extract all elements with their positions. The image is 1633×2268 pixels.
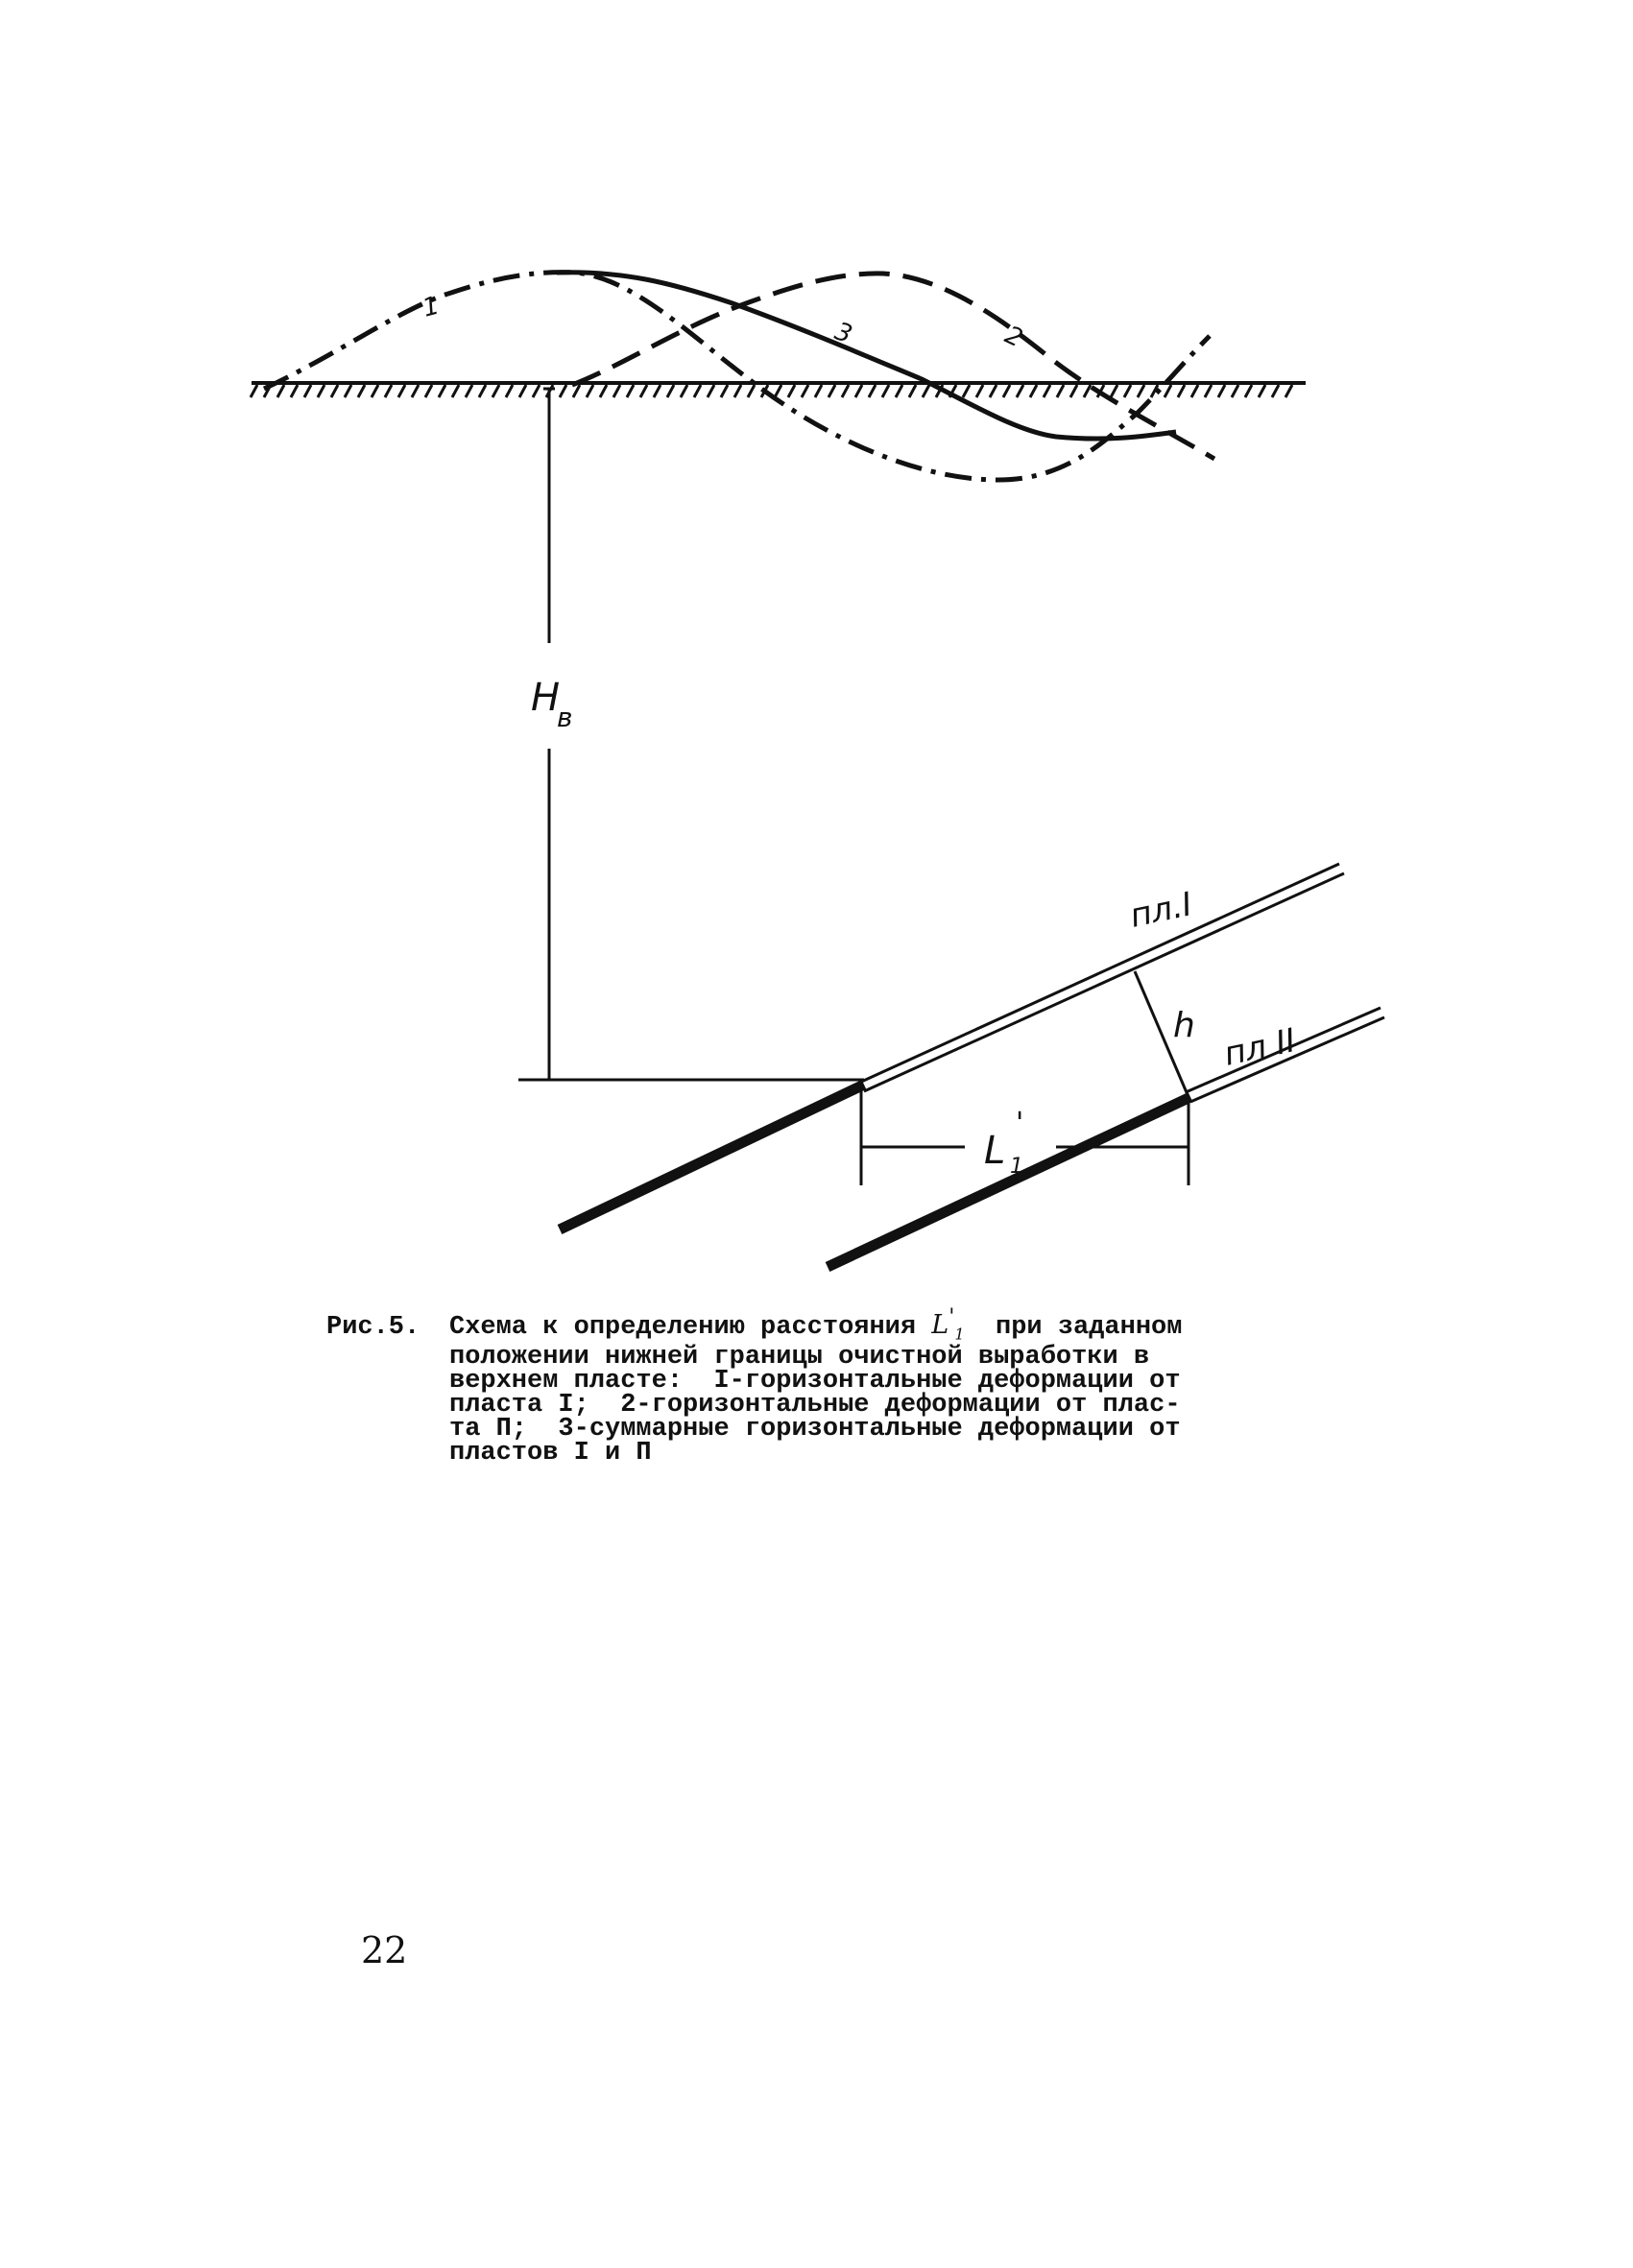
ground-hatch-mark [654, 385, 660, 397]
curve-2-label: 2 [1000, 321, 1027, 354]
ground-hatch-mark [358, 385, 365, 397]
ground-hatch-mark [667, 385, 674, 397]
caption-line-5: та П; 3-суммарные горизонтальные деформации от [449, 1415, 1181, 1444]
ground-hatch-mark [587, 385, 593, 397]
ground-hatch-mark [1205, 385, 1212, 397]
ground-hatch-mark [1084, 385, 1091, 397]
caption-line-2: положении нижней границы очистной выработки в [449, 1343, 1150, 1373]
ground-hatch-mark [1232, 385, 1238, 397]
ground-hatch-mark [425, 385, 432, 397]
caption-line-4: пласта I; 2-горизонтальные деформации от плас- [449, 1391, 1181, 1420]
ground-hatch-mark [506, 385, 513, 397]
ground-hatch-mark [398, 385, 405, 397]
ground-hatch-mark [385, 385, 392, 397]
ground-hatch-mark [1165, 385, 1171, 397]
ground-hatch-mark [1030, 385, 1037, 397]
ground-hatch-mark [909, 385, 916, 397]
ground-hatch-mark [452, 385, 459, 397]
depth-label: H [531, 676, 561, 720]
curve-3-line [557, 273, 1176, 439]
ground-hatch-mark [1285, 385, 1292, 397]
caption-line-6: пластов I и П [449, 1439, 652, 1468]
ground-hatch-mark [788, 385, 795, 397]
ground-hatch-mark [251, 385, 257, 397]
ground-hatch-mark [331, 385, 338, 397]
ground-hatch-mark [842, 385, 849, 397]
distance-label: L [984, 1129, 1006, 1173]
ground-hatch-mark [412, 385, 419, 397]
ground-hatch-mark [708, 385, 714, 397]
ground-hatch-mark [869, 385, 876, 397]
ground-hatch-mark [479, 385, 486, 397]
caption-line-3: верхнем пласте: I-горизонтальные деформации от [449, 1367, 1181, 1397]
ground-hatch-mark [775, 385, 781, 397]
curve-1-label: 1 [420, 291, 443, 323]
ground-hatch-mark [1057, 385, 1064, 397]
ground-hatch-mark [1070, 385, 1077, 397]
ground-hatch-mark [1178, 385, 1185, 397]
caption-symbol-sub: 1 [954, 1325, 965, 1344]
ground-hatch-mark [681, 385, 687, 397]
page-number: 22 [361, 1929, 408, 1971]
ground-hatch-mark [976, 385, 983, 397]
distance-label-superscript: ' [1016, 1107, 1024, 1140]
depth-label-subscript: в [557, 702, 573, 733]
ground-hatch-mark [1259, 385, 1265, 397]
ground-hatch-mark [277, 385, 284, 397]
seam-1-mined [560, 1085, 864, 1229]
ground-hatch-mark [466, 385, 472, 397]
ground-hatch-mark [1044, 385, 1050, 397]
ground-hatch-mark [855, 385, 862, 397]
ground-hatch-mark [923, 385, 929, 397]
ground-hatch-mark [1111, 385, 1117, 397]
ground-hatch-mark [533, 385, 540, 397]
ground-hatch-mark [1245, 385, 1252, 397]
ground-hatch-mark [1017, 385, 1023, 397]
ground-hatch-mark [1191, 385, 1198, 397]
ground-hatch-mark [573, 385, 580, 397]
ground-hatch-mark [600, 385, 607, 397]
ground-hatch-mark [345, 385, 351, 397]
ground-hatch-mark [694, 385, 701, 397]
caption-line-1-symbol [931, 1304, 965, 1344]
ground-hatch-mark [721, 385, 728, 397]
curve-3-label: 3 [830, 317, 856, 350]
ground-hatch-mark [627, 385, 634, 397]
caption-line-1 [326, 1305, 1306, 1346]
ground-hatch-mark [1272, 385, 1279, 397]
ground-hatch-mark [519, 385, 526, 397]
ground-hatch-mark [439, 385, 445, 397]
ground-hatch-mark [1003, 385, 1010, 397]
ground-hatch-mark [492, 385, 499, 397]
caption-line-1-text-a: Схема к определению расстояния [449, 1313, 932, 1342]
seam-2-label: пл II [1220, 1021, 1300, 1074]
ground-hatch-mark [963, 385, 970, 397]
ground-hatch-mark [896, 385, 902, 397]
ground-hatch-mark [1218, 385, 1225, 397]
ground-hatch-mark [829, 385, 835, 397]
ground-hatch-mark [1124, 385, 1131, 397]
ground-hatch-mark [734, 385, 741, 397]
ground-hatch-mark [1138, 385, 1144, 397]
caption-prefix: Рис.5. [326, 1313, 420, 1342]
ground-hatch-mark [560, 385, 566, 397]
ground-hatch-mark [613, 385, 620, 397]
ground-hatch-mark [372, 385, 378, 397]
ground-hatch-mark [640, 385, 647, 397]
ground-hatch-mark [990, 385, 997, 397]
ground-hatch-mark [748, 385, 755, 397]
caption-line-1-text-b: при заданном [964, 1313, 1183, 1342]
thickness-label: h [1173, 1006, 1195, 1045]
distance-label-subscript: 1 [1010, 1155, 1023, 1179]
caption-symbol-sup: ' [949, 1304, 955, 1329]
ground-hatch-mark [291, 385, 298, 397]
ground-hatch-mark [802, 385, 808, 397]
ground-hatch-mark [304, 385, 311, 397]
figure-caption [326, 1305, 1306, 1466]
caption-symbol-letter: L [931, 1310, 949, 1340]
ground-hatch-mark [318, 385, 324, 397]
ground-hatch-mark [815, 385, 822, 397]
seam-2-mined [828, 1097, 1190, 1267]
ground-hatch-mark [882, 385, 889, 397]
seam-1-label: пл.I [1126, 885, 1196, 936]
